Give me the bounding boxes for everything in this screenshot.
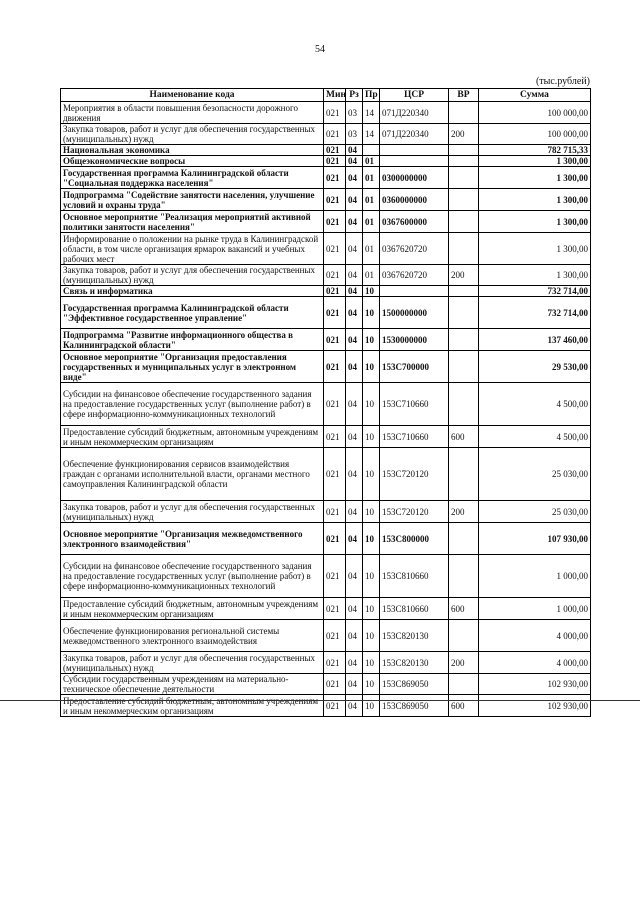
cell-name: Предоставление субсидий бюджетным, автономным учреждениям и иным некоммерческим организациям <box>61 598 324 620</box>
cell-csr: 1530000000 <box>380 329 449 351</box>
cell-rz: 04 <box>346 695 363 717</box>
cell-sum: 4 500,00 <box>479 426 591 448</box>
header-pr: Пр <box>363 89 380 102</box>
cell-rz: 04 <box>346 652 363 674</box>
cell-pr: 10 <box>363 501 380 523</box>
cell-sum: 782 715,33 <box>479 145 591 156</box>
budget-table <box>60 88 591 717</box>
cell-rz: 04 <box>346 297 363 329</box>
cell-sum: 1 300,00 <box>479 265 591 286</box>
cell-pr: 01 <box>363 167 380 189</box>
cell-min: 021 <box>324 167 346 189</box>
cell-csr: 153С810660 <box>380 598 449 620</box>
cell-rz: 04 <box>346 265 363 286</box>
cell-csr <box>380 156 449 167</box>
cell-rz: 04 <box>346 426 363 448</box>
cell-sum: 1 300,00 <box>479 211 591 233</box>
cell-rz: 04 <box>346 598 363 620</box>
cell-vr: 600 <box>449 695 479 717</box>
cell-min: 021 <box>324 674 346 695</box>
cell-vr <box>449 156 479 167</box>
cell-rz: 04 <box>346 156 363 167</box>
table-row <box>61 102 591 124</box>
cell-sum: 100 000,00 <box>479 124 591 145</box>
cell-csr: 153С710660 <box>380 383 449 426</box>
header-name: Наименование кода <box>61 89 324 102</box>
cell-sum: 29 530,00 <box>479 351 591 383</box>
cell-pr: 10 <box>363 448 380 501</box>
header-sum: Сумма <box>479 89 591 102</box>
header-min: Мин <box>324 89 346 102</box>
cell-sum: 25 030,00 <box>479 501 591 523</box>
cell-csr: 0367600000 <box>380 211 449 233</box>
cell-name: Мероприятия в области повышения безопасности дорожного движения <box>61 102 324 124</box>
cell-csr: 153С869050 <box>380 674 449 695</box>
table-row <box>61 523 591 555</box>
cell-name: Связь и информатика <box>61 286 324 297</box>
cell-rz: 04 <box>346 286 363 297</box>
cell-rz: 04 <box>346 145 363 156</box>
cell-vr: 200 <box>449 501 479 523</box>
table-row <box>61 652 591 674</box>
cell-csr: 153С700000 <box>380 351 449 383</box>
table-row <box>61 297 591 329</box>
table-row <box>61 124 591 145</box>
cell-name: Национальная экономика <box>61 145 324 156</box>
cell-pr: 10 <box>363 426 380 448</box>
cell-sum: 102 930,00 <box>479 674 591 695</box>
cell-pr: 01 <box>363 156 380 167</box>
table-row <box>61 145 591 156</box>
cell-pr: 10 <box>363 598 380 620</box>
cell-name: Субсидии государственным учреждениям на материально-техническое обеспечение деятельности <box>61 674 324 695</box>
cell-name: Обеспечение функционирования сервисов взаимодействия граждан с органами исполнительной власти, органами местного самоуправления Калининградской области <box>61 448 324 501</box>
cell-min: 021 <box>324 189 346 211</box>
cell-sum: 732 714,00 <box>479 286 591 297</box>
cell-name: Субсидии на финансовое обеспечение государственного задания на предоставление государственных услуг (выполнение работ) в сфере информационно-коммуникационных технологий <box>61 383 324 426</box>
cell-name: Закупка товаров, работ и услуг для обеспечения государственных (муниципальных) нужд <box>61 124 324 145</box>
table-row <box>61 383 591 426</box>
cell-sum: 137 460,00 <box>479 329 591 351</box>
table-header-row <box>61 89 591 102</box>
cell-pr: 10 <box>363 329 380 351</box>
table-row <box>61 265 591 286</box>
cell-min: 021 <box>324 351 346 383</box>
cell-min: 021 <box>324 297 346 329</box>
table-row <box>61 211 591 233</box>
cell-sum: 1 000,00 <box>479 598 591 620</box>
cell-vr <box>449 620 479 652</box>
cell-name: Субсидии на финансовое обеспечение государственного задания на предоставление государственных услуг (выполнение работ) в сфере информационно-коммуникационных технологий <box>61 555 324 598</box>
cell-vr <box>449 145 479 156</box>
table-row <box>61 501 591 523</box>
header-csr: ЦСР <box>380 89 449 102</box>
cell-csr: 153С810660 <box>380 555 449 598</box>
cell-csr: 153С869050 <box>380 695 449 717</box>
cell-vr <box>449 555 479 598</box>
cell-pr: 10 <box>363 523 380 555</box>
cell-pr: 10 <box>363 351 380 383</box>
cell-sum: 4 500,00 <box>479 383 591 426</box>
table-row <box>61 426 591 448</box>
header-rz: Рз <box>346 89 363 102</box>
cell-rz: 04 <box>346 383 363 426</box>
cell-vr <box>449 286 479 297</box>
header-vr: ВР <box>449 89 479 102</box>
cell-pr: 10 <box>363 286 380 297</box>
cell-min: 021 <box>324 652 346 674</box>
cell-min: 021 <box>324 145 346 156</box>
cell-vr <box>449 167 479 189</box>
cell-pr: 10 <box>363 695 380 717</box>
page-number: 54 <box>315 44 325 55</box>
cell-sum: 732 714,00 <box>479 297 591 329</box>
cell-min: 021 <box>324 211 346 233</box>
cell-rz: 04 <box>346 167 363 189</box>
cell-pr: 01 <box>363 189 380 211</box>
cell-csr <box>380 145 449 156</box>
cell-sum: 100 000,00 <box>479 102 591 124</box>
cell-min: 021 <box>324 426 346 448</box>
table-row <box>61 674 591 695</box>
table-row <box>61 555 591 598</box>
cell-vr <box>449 102 479 124</box>
cell-min: 021 <box>324 233 346 265</box>
cell-sum: 25 030,00 <box>479 448 591 501</box>
cell-sum: 1 300,00 <box>479 189 591 211</box>
cell-min: 021 <box>324 329 346 351</box>
cell-name: Информирование о положении на рынке труда в Калининградской области, в том числе организация ярмарок вакансий и учебных рабочих мест <box>61 233 324 265</box>
cell-csr: 153С800000 <box>380 523 449 555</box>
cell-vr <box>449 448 479 501</box>
cell-vr <box>449 383 479 426</box>
cell-rz: 04 <box>346 211 363 233</box>
cell-sum: 1 300,00 <box>479 156 591 167</box>
table-row <box>61 233 591 265</box>
cell-vr <box>449 189 479 211</box>
cell-min: 021 <box>324 383 346 426</box>
cell-csr: 153С710660 <box>380 426 449 448</box>
cell-min: 021 <box>324 501 346 523</box>
cell-vr <box>449 297 479 329</box>
cell-csr: 0300000000 <box>380 167 449 189</box>
cell-min: 021 <box>324 286 346 297</box>
table-row <box>61 167 591 189</box>
cell-vr <box>449 351 479 383</box>
cell-vr: 600 <box>449 426 479 448</box>
cell-rz: 03 <box>346 102 363 124</box>
cell-csr: 153С820130 <box>380 652 449 674</box>
cell-csr: 153С820130 <box>380 620 449 652</box>
cell-csr: 0367620720 <box>380 265 449 286</box>
cell-min: 021 <box>324 523 346 555</box>
cell-sum: 1 300,00 <box>479 233 591 265</box>
cell-min: 021 <box>324 598 346 620</box>
cell-name: Основное мероприятие "Реализация мероприятий активной политики занятости населения" <box>61 211 324 233</box>
cell-pr: 10 <box>363 652 380 674</box>
cell-pr: 14 <box>363 102 380 124</box>
cell-sum: 1 300,00 <box>479 167 591 189</box>
cell-rz: 04 <box>346 351 363 383</box>
cell-name: Основное мероприятие "Организация предоставления государственных и муниципальных услуг в электронном виде" <box>61 351 324 383</box>
cell-vr <box>449 674 479 695</box>
cell-min: 021 <box>324 102 346 124</box>
table-row <box>61 620 591 652</box>
cell-name: и иным некоммерческим организациям <box>61 695 324 717</box>
cell-name: Государственная программа Калининградской области "Социальная поддержка населения" <box>61 167 324 189</box>
cell-pr: 14 <box>363 124 380 145</box>
cell-csr: 071Д220340 <box>380 124 449 145</box>
cell-pr: 10 <box>363 383 380 426</box>
cell-sum: 107 930,00 <box>479 523 591 555</box>
cell-name: Общеэкономические вопросы <box>61 156 324 167</box>
cell-sum: 1 000,00 <box>479 555 591 598</box>
cell-rz: 03 <box>346 124 363 145</box>
cell-pr: 10 <box>363 620 380 652</box>
units-label: (тыс.рублей) <box>535 76 590 87</box>
cell-sum: 4 000,00 <box>479 620 591 652</box>
cell-rz: 04 <box>346 555 363 598</box>
cell-name: Закупка товаров, работ и услуг для обеспечения государственных (муниципальных) нужд <box>61 652 324 674</box>
table-row <box>61 329 591 351</box>
cell-rz: 04 <box>346 448 363 501</box>
cell-pr: 01 <box>363 233 380 265</box>
cell-vr <box>449 329 479 351</box>
cell-min: 021 <box>324 620 346 652</box>
cell-name: Закупка товаров, работ и услуг для обеспечения государственных (муниципальных) нужд <box>61 265 324 286</box>
table-row <box>61 598 591 620</box>
cell-csr: 153С720120 <box>380 448 449 501</box>
cell-sum: 102 930,00 <box>479 695 591 717</box>
cell-vr: 600 <box>449 598 479 620</box>
cell-rz: 04 <box>346 523 363 555</box>
cell-csr: 153С720120 <box>380 501 449 523</box>
cell-pr: 01 <box>363 211 380 233</box>
cell-rz: 04 <box>346 501 363 523</box>
cell-rz: 04 <box>346 620 363 652</box>
table-row <box>61 448 591 501</box>
cell-name: Подпрограмма "Содействие занятости населения, улучшение условий и охраны труда" <box>61 189 324 211</box>
cell-min: 021 <box>324 124 346 145</box>
cell-pr: 10 <box>363 674 380 695</box>
cell-csr: 0367620720 <box>380 233 449 265</box>
cell-min: 021 <box>324 555 346 598</box>
cell-pr: 01 <box>363 265 380 286</box>
cell-name: Подпрограмма "Развитие информационного общества в Калининградской области" <box>61 329 324 351</box>
cell-name: Основное мероприятие "Организация межведомственного электронного взаимодействия" <box>61 523 324 555</box>
cell-csr: 071Д220340 <box>380 102 449 124</box>
cell-min: 021 <box>324 265 346 286</box>
cell-name: Закупка товаров, работ и услуг для обеспечения государственных (муниципальных) нужд <box>61 501 324 523</box>
cell-rz: 04 <box>346 233 363 265</box>
fold-line <box>0 700 640 701</box>
cell-vr: 200 <box>449 265 479 286</box>
cell-csr: 1500000000 <box>380 297 449 329</box>
table-row <box>61 695 591 717</box>
cell-rz: 04 <box>346 189 363 211</box>
cell-min: 021 <box>324 448 346 501</box>
cell-min: 021 <box>324 695 346 717</box>
table-row <box>61 156 591 167</box>
table-row <box>61 286 591 297</box>
cell-rz: 04 <box>346 674 363 695</box>
cell-csr: 0360000000 <box>380 189 449 211</box>
cell-pr: 10 <box>363 297 380 329</box>
cell-vr <box>449 233 479 265</box>
cell-sum: 4 000,00 <box>479 652 591 674</box>
table-row <box>61 189 591 211</box>
table-row <box>61 351 591 383</box>
cell-pr: 10 <box>363 555 380 598</box>
cell-name: Обеспечение функционирования региональной системы межведомственного электронного взаимодействия <box>61 620 324 652</box>
cell-vr: 200 <box>449 124 479 145</box>
cell-vr <box>449 523 479 555</box>
cell-name: Предоставление субсидий бюджетным, автономным учреждениям и иным некоммерческим организациям <box>61 426 324 448</box>
cell-rz: 04 <box>346 329 363 351</box>
cell-vr <box>449 211 479 233</box>
cell-vr: 200 <box>449 652 479 674</box>
cell-min: 021 <box>324 156 346 167</box>
cell-name: Государственная программа Калининградской области "Эффективное государственное управление" <box>61 297 324 329</box>
cell-csr <box>380 286 449 297</box>
cell-pr <box>363 145 380 156</box>
